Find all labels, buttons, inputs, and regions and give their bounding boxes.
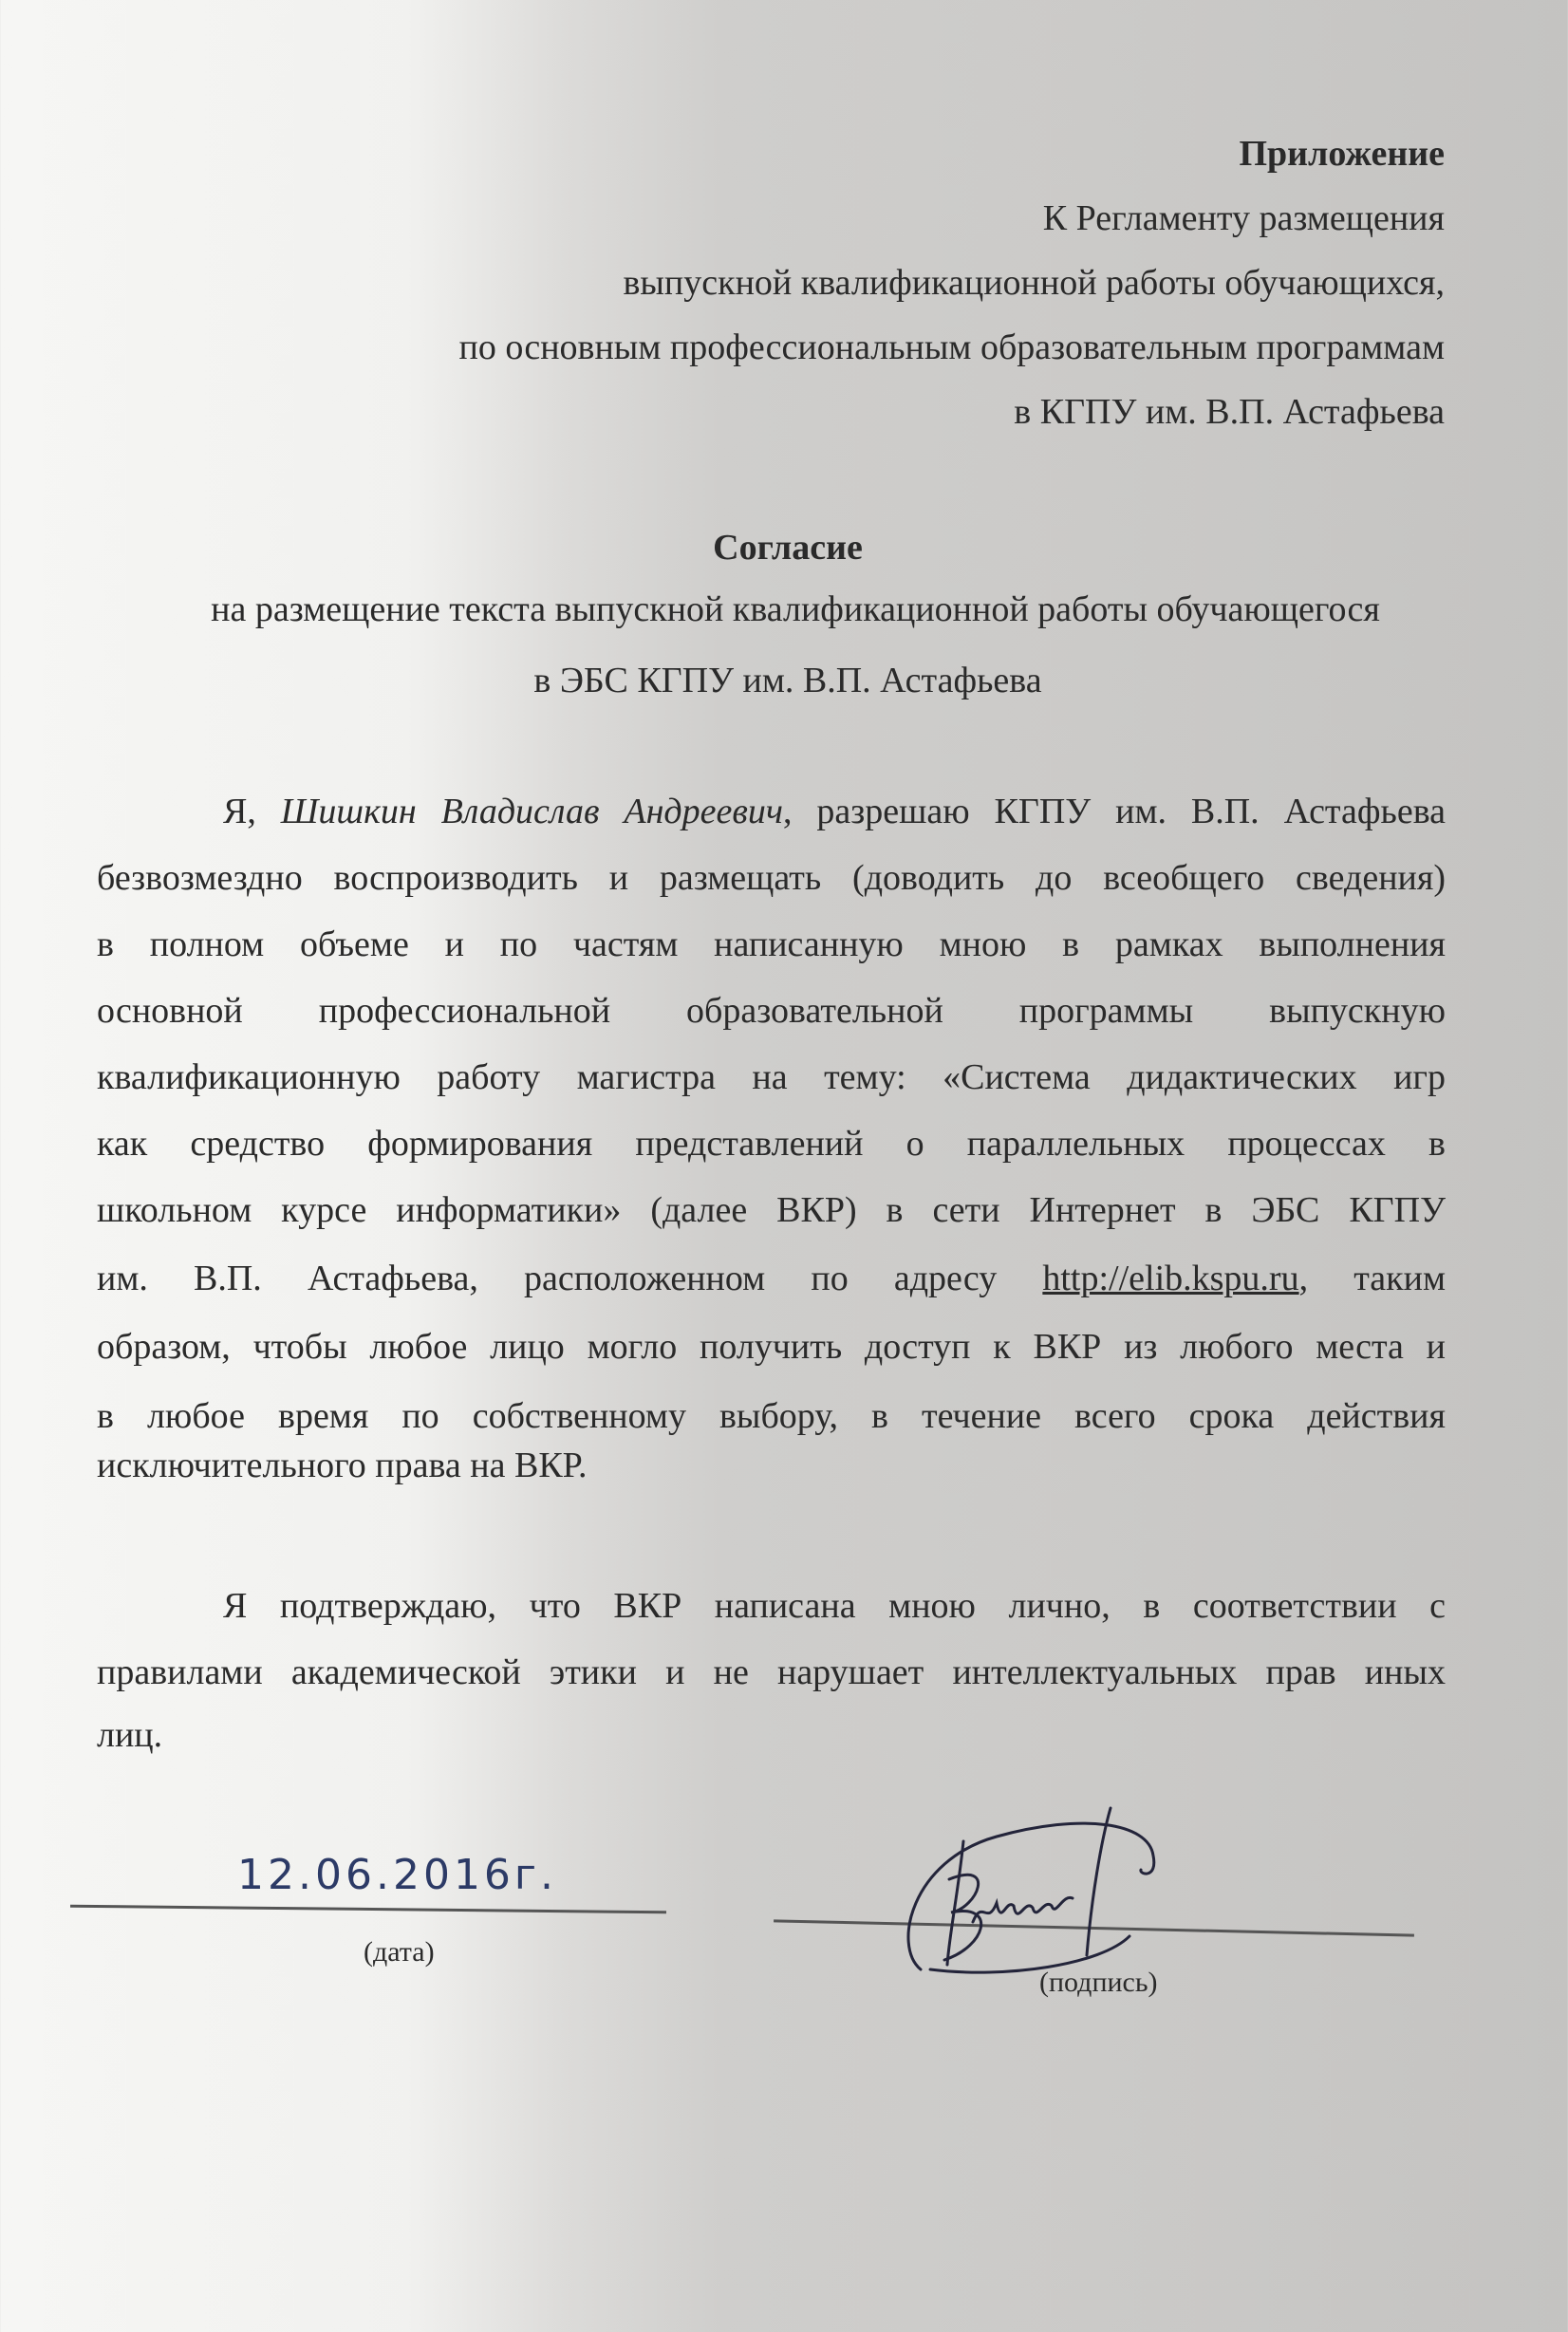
appendix-line: К Регламенту размещения <box>1042 198 1445 238</box>
body-line: в полном объеме и по частям написанную мною в рамках выполнения <box>97 924 1446 964</box>
appendix-title: Приложение <box>1239 134 1445 174</box>
body-line <box>223 791 1446 832</box>
text: , разрешаю КГПУ им. В.П. Астафьева <box>783 792 1446 831</box>
student-name: Шишкин Владислав Андреевич <box>280 792 783 831</box>
body-line: как средство формирования представлений о параллельных процессах в <box>97 1124 1446 1164</box>
signature <box>892 1803 1215 1993</box>
consent-subtitle: в ЭБС КГПУ им. В.П. Астафьева <box>533 661 1042 700</box>
body-line: Я подтверждаю, что ВКР написана мною лично, в соответствии с <box>223 1586 1446 1626</box>
date-rule <box>70 1905 666 1914</box>
text: им. В.П. Астафьева, расположенном по адресу <box>97 1259 1043 1298</box>
body-line: квалификационную работу магистра на тему: «Система дидактических игр <box>97 1057 1446 1097</box>
body-line: школьном курсе информатики» (далее ВКР) в сети Интернет в ЭБС КГПУ <box>97 1190 1446 1230</box>
consent-title: Согласие <box>713 528 863 568</box>
appendix-line: в КГПУ им. В.П. Астафьева <box>1014 392 1445 432</box>
body-line: образом, чтобы любое лицо могло получить доступ к ВКР из любого места и <box>97 1327 1446 1367</box>
body-line <box>97 1258 1446 1299</box>
appendix-line: по основным профессиональным образовательным программам <box>458 327 1445 367</box>
elib-link[interactable]: http://elib.kspu.ru <box>1042 1259 1299 1298</box>
body-line: основной профессиональной образовательной программы выпускную <box>97 991 1446 1031</box>
body-line: исключительного права на ВКР. <box>97 1446 588 1485</box>
body-line: безвозмездно воспроизводить и размещать (доводить до всеобщего сведения) <box>97 858 1446 898</box>
consent-subtitle: на размещение текста выпускной квалификационной работы обучающегося <box>211 589 1380 629</box>
text: , таким <box>1298 1259 1446 1298</box>
signature-caption: (подпись) <box>1039 1967 1158 1998</box>
text: Я, <box>223 792 281 831</box>
date-handwritten: 12.06.2016г. <box>237 1851 558 1899</box>
body-line: правилами академической этики и не нарушает интеллектуальных прав иных <box>97 1652 1446 1692</box>
body-line: лиц. <box>97 1715 163 1755</box>
body-line: в любое время по собственному выбору, в течение всего срока действия <box>97 1396 1446 1436</box>
date-caption: (дата) <box>364 1936 435 1968</box>
appendix-line: выпускной квалификационной работы обучающихся, <box>623 263 1445 303</box>
